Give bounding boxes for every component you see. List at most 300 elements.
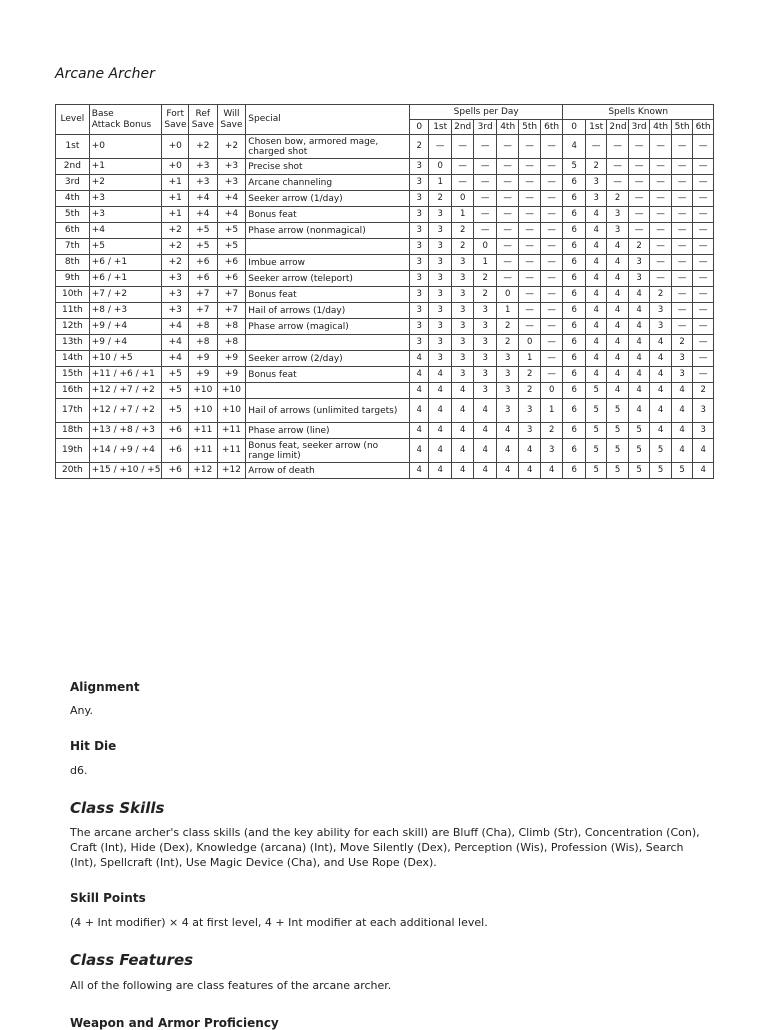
- ref-cell: +6: [189, 271, 218, 287]
- level-cell: 20th: [56, 463, 90, 479]
- spells-per-day-cell: 2: [540, 423, 563, 439]
- bab-cell: +3: [89, 207, 162, 223]
- spells-known-cell: —: [671, 255, 692, 271]
- spells-per-day-cell: 3: [451, 287, 474, 303]
- bab-cell: +11 / +6 / +1: [89, 367, 162, 383]
- spells-known-cell: 4: [671, 383, 692, 399]
- spells-per-day-cell: 3: [429, 207, 452, 223]
- table-row: [56, 399, 714, 423]
- spells-known-cell: 3: [693, 399, 714, 423]
- spells-known-cell: 4: [607, 239, 628, 255]
- spells-per-day-cell: 4: [451, 383, 474, 399]
- special-cell: Arcane channeling: [246, 175, 410, 191]
- spells-per-day-cell: 3: [474, 319, 497, 335]
- will-header: Will Save: [217, 105, 246, 135]
- spells-known-cell: 4: [628, 303, 649, 319]
- bab-cell: +9 / +4: [89, 319, 162, 335]
- spells-known-cell: 3: [628, 255, 649, 271]
- spells-known-cell: 4: [671, 423, 692, 439]
- spells-known-cell: 3: [607, 223, 628, 239]
- spells-per-day-cell: 4: [451, 439, 474, 463]
- bab-cell: +14 / +9 / +4: [89, 439, 162, 463]
- spells-per-day-cell: 3: [429, 239, 452, 255]
- spells-per-day-cell: 4: [496, 423, 519, 439]
- spells-per-day-cell: —: [429, 135, 452, 159]
- spells-per-day-cell: —: [519, 319, 540, 335]
- spells-known-cell: 5: [585, 399, 606, 423]
- level-cell: 6th: [56, 223, 90, 239]
- spells-known-cell: —: [650, 159, 671, 175]
- spells-per-day-cell: 3: [409, 223, 428, 239]
- ref-cell: +5: [189, 239, 218, 255]
- bab-cell: +4: [89, 223, 162, 239]
- spells-known-cell: —: [693, 207, 714, 223]
- spells-per-day-cell: 4: [451, 399, 474, 423]
- level-cell: 5th: [56, 207, 90, 223]
- ref-cell: +3: [189, 175, 218, 191]
- ref-cell: +6: [189, 255, 218, 271]
- will-cell: +10: [217, 383, 246, 399]
- spells-per-day-cell: —: [519, 271, 540, 287]
- spells-per-day-cell: —: [540, 207, 563, 223]
- spells-known-cell: 6: [563, 399, 586, 423]
- spells-per-day-cell: —: [540, 335, 563, 351]
- spell-level-header-per-day: 6th: [540, 120, 563, 135]
- spells-known-cell: 4: [628, 399, 649, 423]
- spells-per-day-cell: 3: [474, 335, 497, 351]
- spells-per-day-cell: 3: [429, 303, 452, 319]
- spells-known-cell: —: [671, 223, 692, 239]
- ref-cell: +2: [189, 135, 218, 159]
- spells-known-cell: —: [693, 287, 714, 303]
- spell-level-header-per-day: 2nd: [451, 120, 474, 135]
- will-cell: +3: [217, 159, 246, 175]
- level-cell: 8th: [56, 255, 90, 271]
- spells-known-cell: 4: [693, 463, 714, 479]
- page-title: Arcane Archer: [55, 66, 155, 82]
- spells-known-cell: —: [650, 223, 671, 239]
- spells-per-day-cell: 3: [451, 303, 474, 319]
- spells-per-day-cell: —: [496, 223, 519, 239]
- alignment-heading: Alignment: [70, 680, 140, 694]
- spell-level-header-known: 3rd: [628, 120, 649, 135]
- class-skills-text: The arcane archer's class skills (and the key ability for each skill) are Bluff (Cha), Climb (Str), Concentration (Con), Craft (Int), Hide (Dex), Knowledge (arcana) (Int), Move Silently (Dex), Perception (Wis), Profession (Wis), Search (Int), Spellcraft (Int), Use Magic Device (Cha), and Use Rope (Dex).: [70, 826, 700, 869]
- spells-per-day-cell: 4: [496, 439, 519, 463]
- spells-known-cell: 4: [585, 239, 606, 255]
- spells-known-cell: —: [650, 135, 671, 159]
- spells-known-cell: 6: [563, 271, 586, 287]
- spells-known-cell: 4: [585, 303, 606, 319]
- will-cell: +9: [217, 351, 246, 367]
- spells-per-day-cell: 2: [519, 367, 540, 383]
- ref-cell: +10: [189, 399, 218, 423]
- spells-per-day-cell: 1: [540, 399, 563, 423]
- spells-per-day-cell: 0: [540, 383, 563, 399]
- spells-known-cell: 2: [671, 335, 692, 351]
- spells-per-day-cell: 4: [409, 463, 428, 479]
- spells-known-cell: 5: [585, 439, 606, 463]
- spells-per-day-cell: 3: [496, 367, 519, 383]
- spells-known-cell: —: [671, 287, 692, 303]
- spells-per-day-cell: 4: [409, 383, 428, 399]
- spells-known-cell: 5: [628, 439, 649, 463]
- hit-die-text: d6.: [70, 764, 88, 777]
- spells-known-cell: —: [693, 223, 714, 239]
- spells-per-day-cell: —: [519, 287, 540, 303]
- spells-per-day-cell: 4: [429, 439, 452, 463]
- will-cell: +11: [217, 423, 246, 439]
- spells-per-day-cell: 4: [409, 399, 428, 423]
- spells-known-cell: 5: [585, 463, 606, 479]
- fort-cell: +2: [162, 239, 189, 255]
- progression-table: [55, 104, 714, 479]
- spells-known-cell: 4: [650, 351, 671, 367]
- spells-known-cell: —: [693, 175, 714, 191]
- spells-per-day-cell: 2: [451, 223, 474, 239]
- spell-level-header-known: 6th: [693, 120, 714, 135]
- spells-known-cell: 6: [563, 255, 586, 271]
- spells-per-day-cell: —: [474, 175, 497, 191]
- fort-cell: +3: [162, 287, 189, 303]
- spells-known-cell: 6: [563, 463, 586, 479]
- spells-per-day-cell: 0: [496, 287, 519, 303]
- spells-per-day-cell: 3: [409, 175, 428, 191]
- spells-known-cell: 6: [563, 175, 586, 191]
- ref-cell: +7: [189, 287, 218, 303]
- spells-per-day-cell: 4: [496, 463, 519, 479]
- spells-per-day-cell: 3: [409, 319, 428, 335]
- special-cell: Hail of arrows (1/day): [246, 303, 410, 319]
- spell-level-header-known: 2nd: [607, 120, 628, 135]
- spells-known-cell: —: [671, 319, 692, 335]
- spells-per-day-cell: 3: [474, 351, 497, 367]
- spells-known-cell: 6: [563, 439, 586, 463]
- bab-cell: +12 / +7 / +2: [89, 383, 162, 399]
- spells-known-cell: 4: [628, 383, 649, 399]
- spells-per-day-cell: 3: [409, 255, 428, 271]
- spells-per-day-cell: 3: [496, 399, 519, 423]
- will-cell: +4: [217, 191, 246, 207]
- bab-cell: +10 / +5: [89, 351, 162, 367]
- spells-known-cell: —: [693, 191, 714, 207]
- spells-per-day-cell: —: [540, 175, 563, 191]
- spells-known-cell: —: [693, 159, 714, 175]
- level-cell: 15th: [56, 367, 90, 383]
- table-row: [56, 239, 714, 255]
- spells-per-day-cell: —: [496, 271, 519, 287]
- spells-per-day-cell: —: [540, 159, 563, 175]
- spells-per-day-cell: 3: [519, 399, 540, 423]
- level-cell: 12th: [56, 319, 90, 335]
- spells-known-cell: 4: [650, 423, 671, 439]
- spells-known-cell: 4: [650, 383, 671, 399]
- table-row: [56, 223, 714, 239]
- spells-known-cell: 6: [563, 319, 586, 335]
- will-cell: +10: [217, 399, 246, 423]
- ref-cell: +12: [189, 463, 218, 479]
- table-row: [56, 383, 714, 399]
- spells-known-cell: 6: [563, 287, 586, 303]
- spell-level-header-known: 5th: [671, 120, 692, 135]
- level-cell: 2nd: [56, 159, 90, 175]
- level-cell: 17th: [56, 399, 90, 423]
- spells-per-day-cell: —: [474, 135, 497, 159]
- spells-per-day-cell: 3: [451, 335, 474, 351]
- bab-header: Base Attack Bonus: [89, 105, 162, 135]
- bab-cell: +13 / +8 / +3: [89, 423, 162, 439]
- will-cell: +3: [217, 175, 246, 191]
- spells-per-day-cell: —: [496, 159, 519, 175]
- spells-known-cell: 5: [607, 463, 628, 479]
- spells-per-day-cell: 2: [451, 239, 474, 255]
- spells-known-cell: 3: [671, 367, 692, 383]
- spells-per-day-cell: 0: [474, 239, 497, 255]
- spell-level-header-per-day: 0: [409, 120, 428, 135]
- level-cell: 4th: [56, 191, 90, 207]
- spells-per-day-cell: —: [540, 271, 563, 287]
- spells-known-cell: 3: [607, 207, 628, 223]
- spells-per-day-cell: 0: [429, 159, 452, 175]
- spells-known-cell: —: [607, 175, 628, 191]
- spells-known-cell: 4: [650, 367, 671, 383]
- ref-cell: +11: [189, 423, 218, 439]
- spells-known-cell: 2: [650, 287, 671, 303]
- spells-per-day-cell: —: [519, 159, 540, 175]
- spells-known-cell: —: [628, 159, 649, 175]
- alignment-text: Any.: [70, 704, 93, 717]
- table-row: [56, 319, 714, 335]
- spells-per-day-cell: 3: [451, 367, 474, 383]
- spells-known-cell: 5: [607, 423, 628, 439]
- spells-per-day-cell: —: [496, 175, 519, 191]
- spells-known-cell: 5: [585, 383, 606, 399]
- spells-per-day-cell: —: [519, 191, 540, 207]
- special-cell: [246, 335, 410, 351]
- spells-known-cell: 4: [585, 351, 606, 367]
- fort-cell: +0: [162, 135, 189, 159]
- spells-per-day-cell: 1: [451, 207, 474, 223]
- spell-level-header-per-day: 4th: [496, 120, 519, 135]
- ref-cell: +11: [189, 439, 218, 463]
- bab-cell: +3: [89, 191, 162, 207]
- weapon-armor-heading: Weapon and Armor Proficiency: [70, 1016, 279, 1030]
- spells-per-day-cell: 3: [429, 287, 452, 303]
- spells-known-cell: 4: [563, 135, 586, 159]
- spells-known-cell: 6: [563, 367, 586, 383]
- spells-per-day-cell: 3: [409, 335, 428, 351]
- spells-known-cell: —: [693, 135, 714, 159]
- ref-cell: +7: [189, 303, 218, 319]
- spells-per-day-cell: 0: [519, 335, 540, 351]
- spells-known-cell: 5: [628, 423, 649, 439]
- spells-per-day-cell: 4: [409, 439, 428, 463]
- spells-known-cell: 4: [650, 335, 671, 351]
- special-cell: Seeker arrow (1/day): [246, 191, 410, 207]
- special-cell: Arrow of death: [246, 463, 410, 479]
- spells-per-day-cell: 3: [474, 303, 497, 319]
- spells-per-day-cell: —: [519, 255, 540, 271]
- spells-known-cell: 4: [585, 207, 606, 223]
- special-cell: Chosen bow, armored mage, charged shot: [246, 135, 410, 159]
- fort-cell: +5: [162, 399, 189, 423]
- spells-known-cell: —: [607, 159, 628, 175]
- fort-cell: +5: [162, 367, 189, 383]
- spells-per-day-cell: 3: [519, 423, 540, 439]
- spells-known-cell: 5: [607, 439, 628, 463]
- spells-per-day-cell: —: [540, 367, 563, 383]
- spell-level-header-known: 4th: [650, 120, 671, 135]
- level-cell: 14th: [56, 351, 90, 367]
- spells-per-day-cell: 3: [409, 239, 428, 255]
- table-row: [56, 175, 714, 191]
- bab-cell: +8 / +3: [89, 303, 162, 319]
- spells-known-cell: 3: [585, 175, 606, 191]
- spells-per-day-cell: —: [540, 351, 563, 367]
- spells-known-cell: 3: [628, 271, 649, 287]
- table-row: [56, 287, 714, 303]
- spells-known-cell: 4: [607, 367, 628, 383]
- spells-known-cell: —: [671, 191, 692, 207]
- spells-known-header: Spells Known: [563, 105, 714, 120]
- spells-known-cell: 4: [628, 335, 649, 351]
- spells-per-day-cell: 3: [474, 367, 497, 383]
- spells-known-cell: 6: [563, 335, 586, 351]
- fort-cell: +6: [162, 463, 189, 479]
- will-cell: +6: [217, 255, 246, 271]
- will-cell: +2: [217, 135, 246, 159]
- spells-known-cell: 6: [563, 423, 586, 439]
- spells-known-cell: —: [650, 239, 671, 255]
- bab-cell: +12 / +7 / +2: [89, 399, 162, 423]
- spells-per-day-cell: 4: [519, 463, 540, 479]
- special-cell: Phase arrow (magical): [246, 319, 410, 335]
- spells-known-cell: 3: [650, 303, 671, 319]
- bab-cell: +5: [89, 239, 162, 255]
- spells-known-cell: 5: [585, 423, 606, 439]
- will-cell: +4: [217, 207, 246, 223]
- class-skills-heading: Class Skills: [70, 799, 165, 817]
- spells-per-day-cell: —: [474, 223, 497, 239]
- level-header: Level: [56, 105, 90, 135]
- spells-per-day-cell: 1: [474, 255, 497, 271]
- spells-known-cell: —: [693, 239, 714, 255]
- fort-cell: +4: [162, 335, 189, 351]
- spells-known-cell: 5: [628, 463, 649, 479]
- level-cell: 11th: [56, 303, 90, 319]
- spells-per-day-cell: —: [540, 239, 563, 255]
- spells-known-cell: —: [585, 135, 606, 159]
- fort-cell: +3: [162, 303, 189, 319]
- progression-table-body: [56, 135, 714, 479]
- spells-per-day-cell: —: [474, 159, 497, 175]
- spells-known-cell: —: [693, 255, 714, 271]
- spells-per-day-cell: 3: [429, 271, 452, 287]
- spells-known-cell: 4: [585, 367, 606, 383]
- spells-per-day-cell: —: [519, 207, 540, 223]
- special-cell: [246, 239, 410, 255]
- spells-known-cell: 4: [671, 399, 692, 423]
- spells-per-day-cell: 4: [451, 463, 474, 479]
- table-row: [56, 463, 714, 479]
- class-features-heading: Class Features: [70, 951, 194, 969]
- spells-per-day-cell: 4: [409, 367, 428, 383]
- spells-per-day-cell: 3: [429, 223, 452, 239]
- spells-known-cell: 3: [693, 423, 714, 439]
- spells-known-cell: —: [628, 175, 649, 191]
- spells-known-cell: —: [650, 271, 671, 287]
- spell-level-header-per-day: 1st: [429, 120, 452, 135]
- ref-cell: +9: [189, 351, 218, 367]
- spells-per-day-cell: —: [540, 287, 563, 303]
- spell-level-header-per-day: 5th: [519, 120, 540, 135]
- spells-known-cell: 6: [563, 191, 586, 207]
- spells-per-day-cell: —: [496, 255, 519, 271]
- spells-known-cell: 5: [650, 463, 671, 479]
- bab-cell: +9 / +4: [89, 335, 162, 351]
- spells-known-cell: 5: [671, 463, 692, 479]
- fort-cell: +4: [162, 319, 189, 335]
- spells-per-day-cell: 2: [496, 335, 519, 351]
- spells-per-day-cell: —: [519, 303, 540, 319]
- spells-per-day-cell: 0: [451, 191, 474, 207]
- ref-cell: +10: [189, 383, 218, 399]
- level-cell: 16th: [56, 383, 90, 399]
- special-cell: Seeker arrow (teleport): [246, 271, 410, 287]
- spells-known-cell: 4: [607, 255, 628, 271]
- table-row: [56, 191, 714, 207]
- spells-per-day-cell: —: [540, 255, 563, 271]
- spells-known-cell: —: [628, 223, 649, 239]
- spells-per-day-cell: —: [540, 303, 563, 319]
- fort-header: Fort Save: [162, 105, 189, 135]
- will-cell: +12: [217, 463, 246, 479]
- spells-per-day-cell: —: [451, 175, 474, 191]
- special-cell: Bonus feat, seeker arrow (no range limit): [246, 439, 410, 463]
- will-cell: +11: [217, 439, 246, 463]
- fort-cell: +0: [162, 159, 189, 175]
- ref-cell: +4: [189, 207, 218, 223]
- table-row: [56, 207, 714, 223]
- spells-per-day-cell: 4: [474, 463, 497, 479]
- spells-known-cell: —: [671, 135, 692, 159]
- fort-cell: +2: [162, 223, 189, 239]
- spells-per-day-header: Spells per Day: [409, 105, 562, 120]
- spells-per-day-cell: 4: [409, 351, 428, 367]
- spells-per-day-cell: 4: [540, 463, 563, 479]
- skill-points-heading: Skill Points: [70, 891, 146, 905]
- spell-level-header-per-day: 3rd: [474, 120, 497, 135]
- spells-per-day-cell: 4: [429, 399, 452, 423]
- fort-cell: +5: [162, 383, 189, 399]
- spells-known-cell: 6: [563, 351, 586, 367]
- special-cell: Precise shot: [246, 159, 410, 175]
- ref-cell: +4: [189, 191, 218, 207]
- spells-known-cell: —: [671, 239, 692, 255]
- spells-per-day-cell: —: [540, 319, 563, 335]
- spells-per-day-cell: 3: [451, 351, 474, 367]
- spells-per-day-cell: 1: [429, 175, 452, 191]
- ref-header: Ref Save: [189, 105, 218, 135]
- spells-known-cell: 4: [650, 399, 671, 423]
- fort-cell: +1: [162, 191, 189, 207]
- table-row: [56, 351, 714, 367]
- special-cell: Seeker arrow (2/day): [246, 351, 410, 367]
- spells-known-cell: 4: [607, 335, 628, 351]
- spells-known-cell: 5: [607, 399, 628, 423]
- spells-known-cell: 4: [628, 319, 649, 335]
- special-cell: Hail of arrows (unlimited targets): [246, 399, 410, 423]
- spells-known-cell: 4: [607, 319, 628, 335]
